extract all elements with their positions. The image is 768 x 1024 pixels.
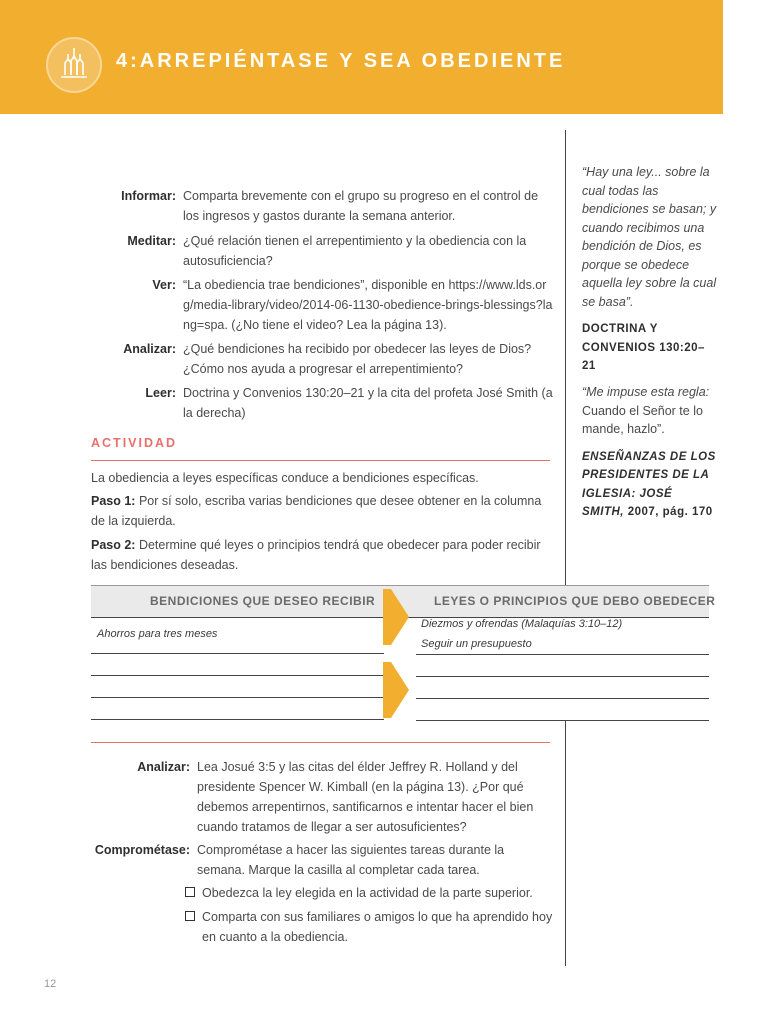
blessing-entry: Ahorros para tres meses — [97, 628, 218, 640]
column-divider-top — [565, 130, 566, 585]
task-text: Comparta con sus familiares o amigos lo que ha aprendido hoy en cuanto a la obediencia. — [202, 910, 553, 944]
quote-italic: “Me impuse esta regla: — [582, 385, 710, 399]
row-label: Ver: — [152, 278, 176, 292]
temple-icon — [46, 37, 102, 93]
quote-text: “Hay una ley... sobre la cual todas las bendiciones se basan; y cuando recibimos una bendición de Dios, es porque se obedece aquella ley sobre la cual se basa”. — [582, 165, 717, 309]
row-analizar — [90, 339, 560, 379]
step1-text: Por sí solo, escriba varias bendiciones que desee obtener en la columna de la izquierda. — [91, 494, 542, 528]
source-italic: ENSEÑANZAS DE LOS PRESIDENTES DE LA IGLESIA: JOSÉ SMITH, — [582, 450, 716, 518]
col1-header: BENDICIONES QUE DESEO RECIBIR — [150, 594, 376, 608]
section-divider — [91, 742, 550, 743]
row-text: Lea Josué 3:5 y las citas del élder Jeffrey R. Holland y del presidente Spencer W. Kimball (en la página 13). ¿Por qué debemos arrepentirnos, santificarnos e intentar hacer el bien cuando tratamos de llegar a ser autosuficientes? — [197, 760, 534, 834]
row-text: Doctrina y Convenios 130:20–21 y la cita del profeta José Smith (a la derecha) — [183, 386, 553, 420]
task-text: Obedezca la ley elegida en la actividad de la parte superior. — [202, 886, 533, 900]
activity-step2 — [91, 535, 556, 575]
row-comprometase — [90, 840, 560, 880]
quote-text — [582, 383, 717, 439]
row-label: Analizar: — [123, 342, 176, 356]
column-divider-bottom — [565, 720, 566, 966]
activity-divider — [91, 460, 550, 461]
step2-label: Paso 2: — [91, 538, 136, 552]
source-plain: 2007, pág. 170 — [627, 506, 713, 518]
step1-label: Paso 1: — [91, 494, 136, 508]
row-ver — [90, 275, 560, 335]
chapter-header — [0, 0, 723, 114]
row-text: Comprométase a hacer las siguientes tareas durante la semana. Marque la casilla al completar cada tarea. — [197, 843, 505, 877]
right-line — [416, 676, 709, 677]
law-entry: Diezmos y ofrendas (Malaquías 3:10–12) — [421, 618, 623, 630]
col2-header: LEYES O PRINCIPIOS QUE DEBO OBEDECER — [434, 594, 716, 608]
quote-source — [582, 448, 717, 522]
quote-source: DOCTRINA Y CONVENIOS 130:20–21 — [582, 323, 705, 372]
left-line — [91, 653, 384, 654]
row-label: Meditar: — [127, 234, 176, 248]
step2-text: Determine qué leyes o principios tendrá que obedecer para poder recibir las bendiciones deseadas. — [91, 538, 541, 572]
activity-title: ACTIVIDAD — [91, 436, 178, 450]
row-label: Leer: — [145, 386, 176, 400]
arrow-right-icon — [383, 589, 411, 645]
row-text: ¿Qué relación tienen el arrepentimiento y la obediencia con la autosuficiencia? — [183, 234, 527, 268]
sidebar-quote-2 — [582, 383, 717, 522]
right-line — [416, 654, 709, 655]
row-label: Informar: — [121, 189, 176, 203]
task-checkbox[interactable] — [185, 911, 195, 921]
row-analizar-bottom — [90, 757, 560, 837]
chapter-title: 4:ARREPIÉNTASE Y SEA OBEDIENTE — [116, 50, 566, 72]
right-line — [416, 720, 709, 721]
row-text: Comparta brevemente con el grupo su progreso en el control de los ingresos y gastos durante la semana anterior. — [183, 189, 539, 223]
left-line — [91, 675, 384, 676]
left-line — [91, 697, 384, 698]
quote-plain: Cuando el Señor te lo mande, hazlo”. — [582, 403, 703, 436]
law-entry: Seguir un presupuesto — [421, 638, 532, 650]
right-line — [416, 698, 709, 699]
row-label: Analizar: — [137, 760, 190, 774]
arrow-right-icon — [383, 662, 411, 718]
activity-intro: La obediencia a leyes específicas conduce a bendiciones específicas. — [91, 471, 479, 485]
left-line — [91, 719, 384, 720]
activity-step1 — [91, 491, 556, 531]
page-number: 12 — [44, 978, 57, 990]
row-leer — [90, 383, 560, 423]
task-item[interactable] — [185, 883, 555, 903]
task-checkbox[interactable] — [185, 887, 195, 897]
row-informar — [90, 186, 560, 226]
row-text: ¿Qué bendiciones ha recibido por obedecer las leyes de Dios? ¿Cómo nos ayuda a progresar el arrepentimiento? — [183, 342, 532, 376]
row-label: Comprométase: — [94, 843, 190, 857]
sidebar-quote-1 — [582, 163, 717, 376]
row-meditar — [90, 231, 560, 271]
task-item[interactable] — [185, 907, 555, 947]
row-text: “La obediencia trae bendiciones”, disponible en https://www.lds.org/media-library/video/2014-06-1130-obedience-brings-blessings?lang=spa. (¿No tiene el video? Lea la página 13). — [183, 278, 553, 332]
